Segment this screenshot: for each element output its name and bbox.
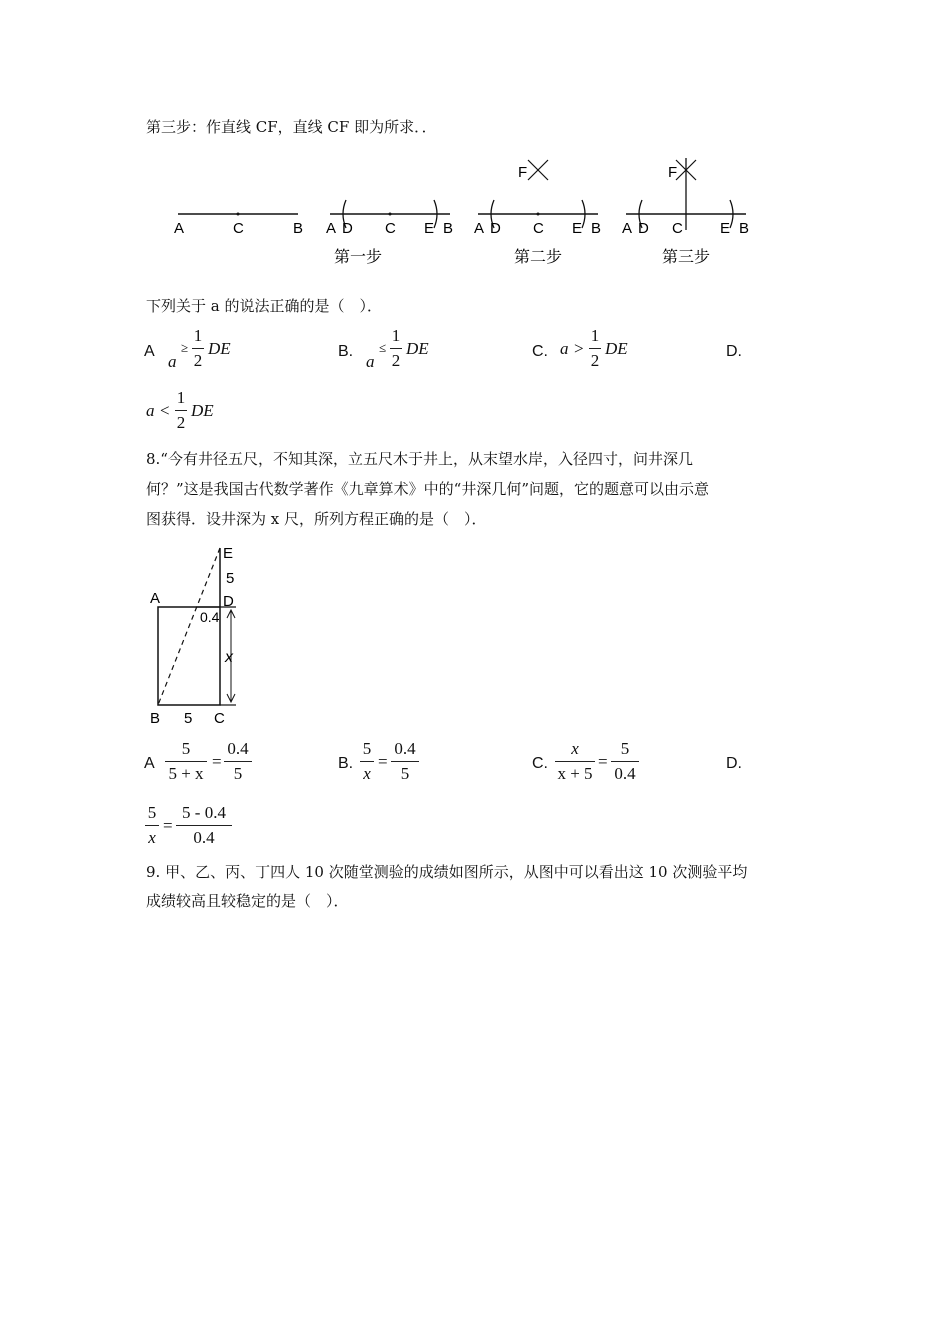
svg-text:A: A [326, 220, 337, 237]
svg-text:C: C [533, 220, 544, 237]
point-f-label: F [518, 164, 528, 181]
svg-text:B: B [591, 220, 602, 237]
well-label-5-bottom: 5 [184, 710, 193, 727]
svg-text:F: F [668, 164, 678, 181]
step2b-diagram [474, 160, 601, 266]
well-label-b: B [150, 710, 161, 727]
svg-text:E: E [424, 220, 435, 237]
point-a-label: A [174, 220, 185, 237]
svg-text:B: B [739, 220, 750, 237]
well-label-a: A [150, 590, 161, 607]
q8-line2: 何？”这是我国古代数学著作《九章算术》中的“井深几何”问题，它的题意可以由示意 [146, 480, 710, 498]
q9-line2: 成绩较高且较稳定的是（ ）． [146, 892, 349, 910]
svg-text:A: A [622, 220, 633, 237]
point-c-label: C [233, 220, 244, 237]
svg-text:D: D [638, 220, 649, 237]
svg-text:C: C [385, 220, 396, 237]
well-label-5-top: 5 [226, 570, 235, 587]
step2-diagram [326, 200, 453, 237]
well-label-e: E [223, 545, 234, 562]
svg-text:C: C [672, 220, 683, 237]
q8-line3: 图获得．设井深为 x 尺，所列方程正确的是（ ）． [146, 510, 487, 528]
well-figure [146, 540, 256, 730]
well-label-c: C [214, 710, 225, 727]
well-label-d: D [223, 593, 234, 610]
svg-text:B: B [443, 220, 454, 237]
point-b-label: B [293, 220, 304, 237]
caption-step2: 第二步 [513, 249, 563, 266]
caption-step1: 第一步 [333, 249, 383, 266]
step3-diagram [622, 158, 749, 266]
svg-text:A: A [474, 220, 485, 237]
q7-stem: 下列关于 a 的说法正确的是（ ）． [146, 297, 382, 315]
well-label-x: x [225, 649, 233, 666]
q8-line1: 8.“今有井径五尺，不知其深，立五尺木于井上，从末望水岸，入径四寸，问井深几 [146, 450, 693, 468]
construction-figure [160, 150, 780, 275]
svg-text:D: D [342, 220, 353, 237]
svg-text:D: D [490, 220, 501, 237]
well-label-0-4: 0.4 [200, 609, 220, 625]
caption-step3: 第三步 [661, 249, 711, 266]
svg-text:E: E [572, 220, 583, 237]
q9-line1: 9. 甲、乙、丙、丁四人 10 次随堂测验的成绩如图所示，从图中可以看出这 10 次测验平均 [146, 863, 748, 881]
svg-text:E: E [720, 220, 731, 237]
step3-text: 第三步：作直线 CF，直线 CF 即为所求．． [146, 118, 437, 136]
